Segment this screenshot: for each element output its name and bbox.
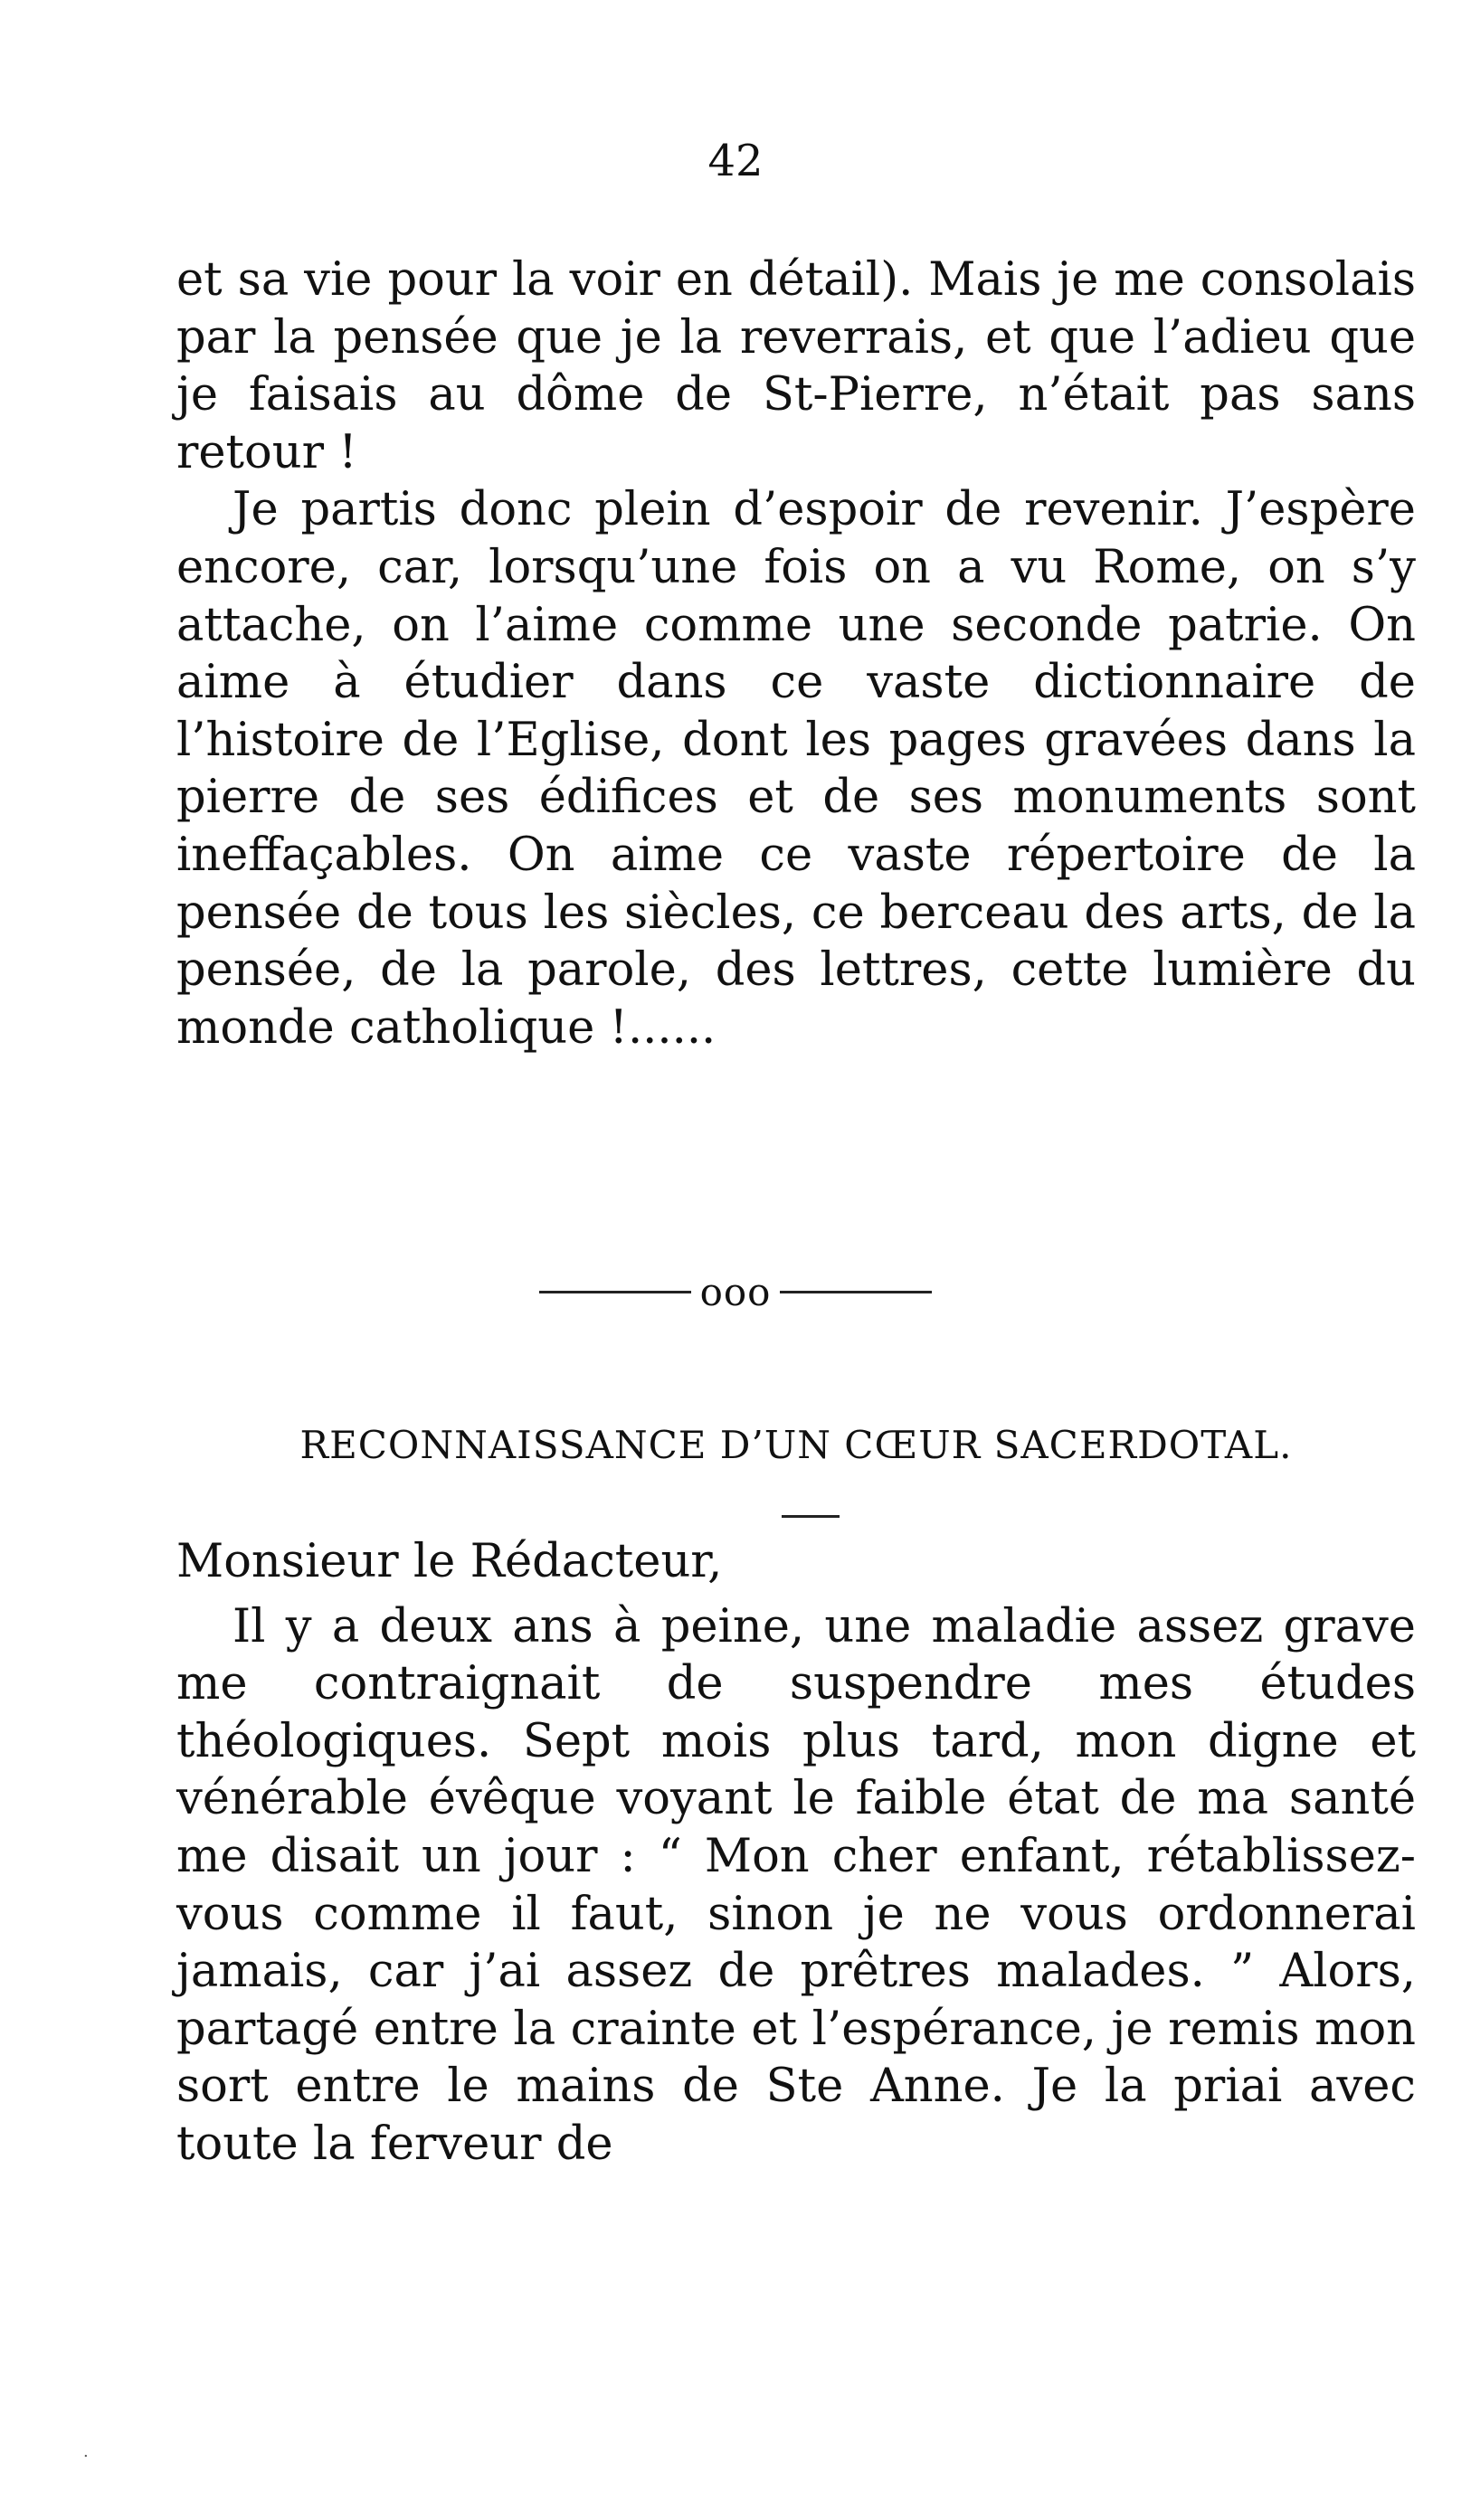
letter-salutation: Monsieur le Rédacteur, bbox=[176, 1535, 723, 1588]
margin-speck: . bbox=[83, 2442, 89, 2461]
separator-line-left bbox=[539, 1291, 691, 1293]
page-number: 42 bbox=[707, 136, 764, 186]
text-block-continuation bbox=[176, 251, 1416, 1056]
paragraph-letter: Il y a deux ans à peine, une maladie assez grave me contraignait de suspendre mes études théologiques. Sept mois plus tard, mon digne et vénérable évêque voyant le faible état de ma santé me disait un jour : “ Mon cher enfant, rétablissez-vous comme il faut, sinon je ne vous ordonnerai jamais, car j’ai assez de prêtres malades. ” Alors, partagé entre la crainte et l’espérance, je remis mon sort entre le mains de Ste Anne. Je la priai avec toute la ferveur de bbox=[176, 1599, 1416, 2171]
section-separator bbox=[0, 1266, 1471, 1317]
paragraph-continuation: et sa vie pour la voir en détail). Mais je me consolais par la pensée que je la reverrais, et que l’adieu que je faisais au dôme de St-Pierre, n’était pas sans retour ! bbox=[176, 253, 1416, 479]
separator-ornament: ooo bbox=[699, 1269, 772, 1314]
text-block-letter bbox=[176, 1533, 1416, 2174]
separator-line-right bbox=[780, 1291, 932, 1293]
heading-rule bbox=[782, 1515, 840, 1518]
paragraph-rome: Je partis donc plein d’espoir de revenir. J’espère encore, car, lorsqu’une fois on a vu Rome, on s’y attache, on l’aime comme une seconde patrie. On aime à étudier dans ce vaste dictionnaire de l’histoire de l’Eglise, dont les pages gravées dans la pierre de ses édifices et de ses monuments sont ineffaçables. On aime ce vaste répertoire de la pensée de tous les siècles, ce berceau des arts, de la pensée, de la parole, des lettres, cette lumière du monde catholique !...... bbox=[176, 483, 1416, 1055]
article-heading: RECONNAISSANCE D’UN CŒUR SACERDOTAL. bbox=[299, 1423, 1293, 1467]
